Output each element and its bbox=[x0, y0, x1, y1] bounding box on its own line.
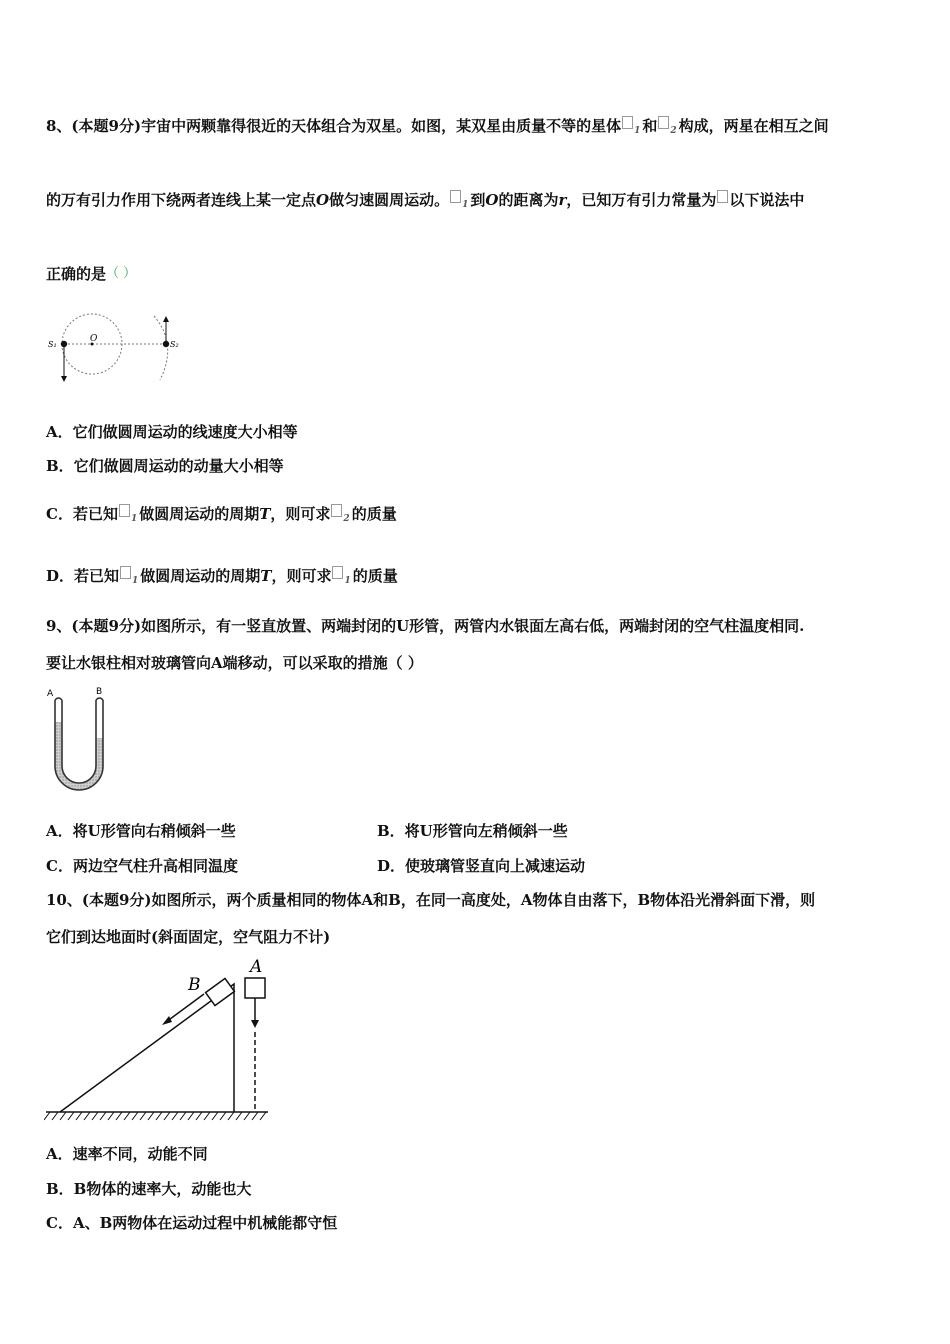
q10-line-1: 10、(本题9分)如图所示，两个质量相同的物体A和B，在同一高度处，A物体自由落下，B物体沿光滑斜面下滑，则 bbox=[46, 891, 816, 909]
q8-line-3: 正确的是（ ） bbox=[46, 265, 137, 283]
symbol-placeholder-icon bbox=[622, 116, 633, 129]
symbol-placeholder-icon bbox=[331, 504, 342, 517]
label-s1: S₁ bbox=[48, 340, 57, 349]
q10-option-b: B．B物体的速率大，动能也大 bbox=[46, 1180, 252, 1198]
tube-cap-b bbox=[96, 698, 103, 700]
ground-hatching bbox=[44, 1112, 266, 1120]
label-a: A bbox=[250, 957, 263, 977]
arrow-left-down-icon bbox=[162, 1016, 172, 1025]
q9-option-c: C．两边空气柱升高相同温度 bbox=[46, 857, 238, 875]
tube-cap-a bbox=[55, 698, 62, 700]
q9-option-d: D．使玻璃管竖直向上减速运动 bbox=[377, 857, 586, 875]
q10-option-a: A．速率不同，动能不同 bbox=[46, 1145, 208, 1163]
tube-inner-wall bbox=[62, 700, 96, 783]
label-s2: S₂ bbox=[170, 340, 179, 349]
label-b: B bbox=[188, 975, 201, 995]
q9-line-2: 要让水银柱相对玻璃管向A端移动，可以采取的措施（ ） bbox=[46, 654, 423, 672]
q10-option-c: C．A、B两物体在运动过程中机械能都守恒 bbox=[46, 1214, 338, 1232]
incline-figure bbox=[44, 954, 274, 1128]
velocity-arrow-b bbox=[166, 994, 204, 1022]
q8-line-1: 8、(本题9分)宇宙中两颗靠得很近的天体组合为双星。如图，某双星由质量不等的星体 $_1$ 和 $_2$ 构成，两星在相互之间 bbox=[46, 117, 829, 136]
q10-line-2: 它们到达地面时(斜面固定，空气阻力不计) bbox=[46, 928, 331, 946]
symbol-placeholder-icon bbox=[120, 566, 131, 579]
incline-slope bbox=[60, 984, 234, 1112]
label-a: A bbox=[47, 689, 54, 699]
symbol-placeholder-icon bbox=[119, 504, 130, 517]
symbol-placeholder-icon bbox=[332, 566, 343, 579]
label-o: O bbox=[90, 334, 98, 344]
block-a bbox=[245, 978, 265, 998]
binary-star-figure bbox=[46, 310, 186, 386]
q8-option-b: B．它们做圆周运动的动量大小相等 bbox=[46, 457, 284, 475]
symbol-placeholder-icon bbox=[450, 190, 461, 203]
q9-option-b: B．将U形管向左稍倾斜一些 bbox=[377, 822, 568, 840]
arrow-down-icon bbox=[61, 376, 67, 382]
symbol-placeholder-icon bbox=[658, 116, 669, 129]
arrow-up-icon bbox=[163, 316, 169, 322]
label-b: B bbox=[96, 687, 103, 697]
arrow-down-icon bbox=[251, 1020, 259, 1028]
u-tube-figure bbox=[44, 686, 114, 794]
q9-option-a: A．将U形管向右稍倾斜一些 bbox=[46, 822, 236, 840]
q8-line-2: 的万有引力作用下绕两者连线上某一定点O做匀速圆周运动。 $_1$ 到O的距离为r，已知万有引力常量为 以下说法中 bbox=[46, 191, 805, 210]
q8-option-c: C．若已知 $_1$ 做圆周运动的周期T，则可求 $_2$ 的质量 bbox=[46, 505, 397, 524]
q8-option-d: D．若已知 $_1$ 做圆周运动的周期T，则可求 $_1$ 的质量 bbox=[46, 567, 398, 586]
symbol-placeholder-icon bbox=[717, 190, 728, 203]
q9-line-1: 9、(本题9分)如图所示，有一竖直放置、两端封闭的U形管，两管内水银面左高右低，两端封闭的空气柱温度相同. bbox=[46, 617, 805, 635]
q8-option-a: A．它们做圆周运动的线速度大小相等 bbox=[46, 423, 298, 441]
